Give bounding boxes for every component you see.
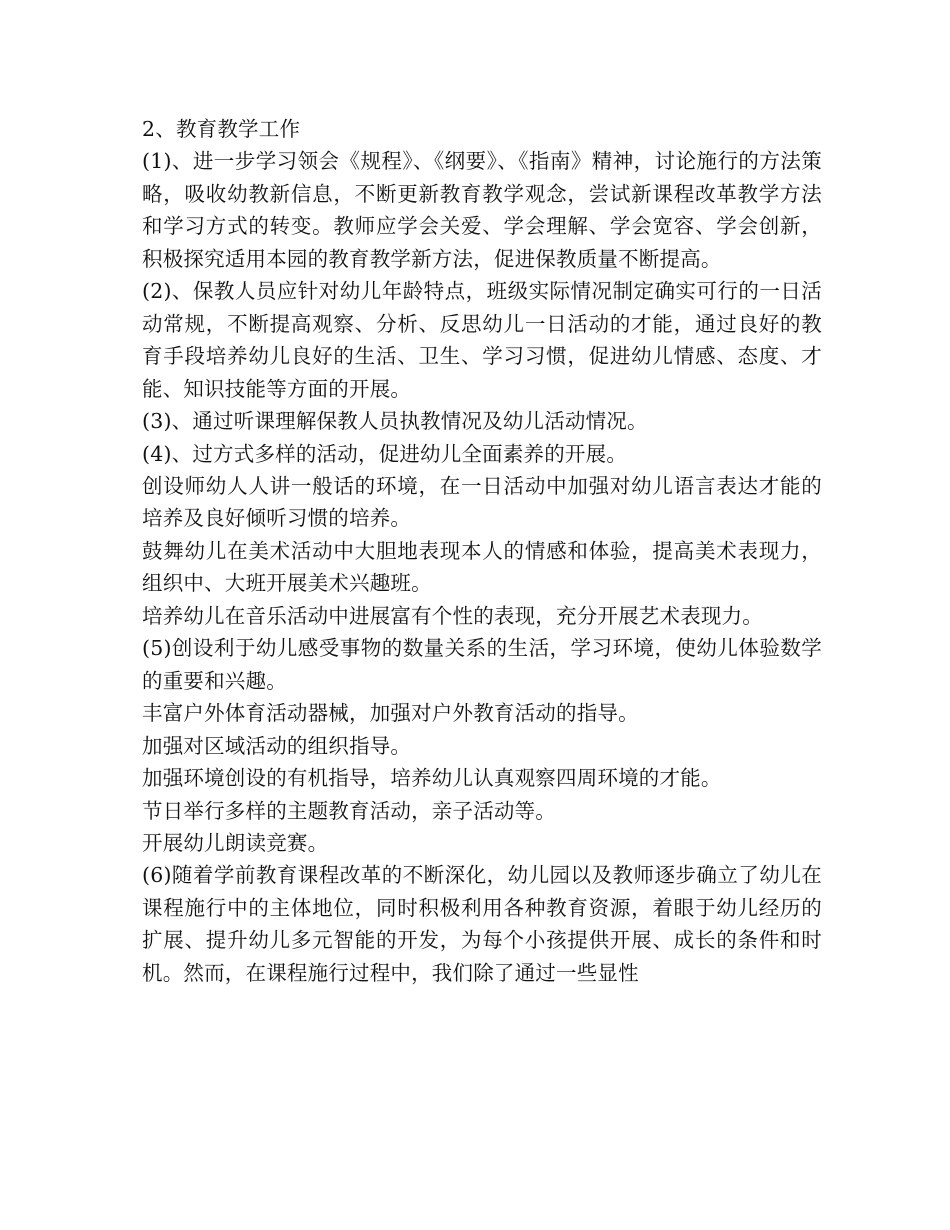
- paragraph-music: 培养幼儿在音乐活动中进展富有个性的表现，充分开展艺术表现力。: [142, 603, 763, 628]
- paragraph-art: 鼓舞幼儿在美术活动中大胆地表现本人的情感和体验，提高美术表现力，组织中、大班开展美术兴趣班。: [142, 538, 822, 596]
- paragraph-environment: 加强环境创设的有机指导，培养幼儿认真观察四周环境的才能。: [142, 766, 722, 791]
- paragraph-item-6: (6)随着学前教育课程改革的不断深化，幼儿园以及教师逐步确立了幼儿在课程施行中的主体地位，同时积极利用各种教育资源，着眼于幼儿经历的扩展、提升幼儿多元智能的开发，为每个小孩提供开展、成长的条件和时机。然而，在课程施行过程中，我们除了通过一些显性: [142, 863, 822, 985]
- paragraph-festival: 节日举行多样的主题教育活动，亲子活动等。: [142, 798, 556, 823]
- paragraph-language: 创设师幼人人讲一般话的环境，在一日活动中加强对幼儿语言表达才能的培养及良好倾听习惯的培养。: [142, 473, 822, 531]
- paragraph-area-activity: 加强对区域活动的组织指导。: [142, 733, 412, 758]
- paragraph-item-1: (1)、进一步学习领会《规程》、《纲要》、《指南》精神，讨论施行的方法策略，吸收幼教新信息，不断更新教育教学观念，尝试新课程改革教学方法和学习方式的转变。教师应学会关爱、学会理解、学会宽容、学会创新，积极探究适用本园的教育教学新方法，促进保教质量不断提高。: [142, 149, 822, 271]
- paragraph-outdoor: 丰富户外体育活动器械，加强对户外教育活动的指导。: [142, 701, 639, 726]
- document-body: [142, 113, 822, 989]
- paragraph-item-5: (5)创设利于幼儿感受事物的数量关系的生活，学习环境，使幼儿体验数学的重要和兴趣。: [142, 636, 822, 693]
- paragraph-reading-contest: 开展幼儿朗读竞赛。: [142, 830, 329, 855]
- section-heading: 2、教育教学工作: [142, 117, 301, 141]
- paragraph-item-4: (4)、过方式多样的活动，促进幼儿全面素养的开展。: [142, 441, 628, 466]
- paragraph-item-2: (2)、保教人员应针对幼儿年龄特点，班级实际情况制定确实可行的一日活动常规，不断提高观察、分析、反思幼儿一日活动的才能，通过良好的教育手段培养幼儿良好的生活、卫生、学习习惯，促进幼儿情感、态度、才能、知识技能等方面的开展。: [142, 279, 822, 401]
- paragraph-item-3: (3)、通过听课理解保教人员执教情况及幼儿活动情况。: [142, 409, 648, 434]
